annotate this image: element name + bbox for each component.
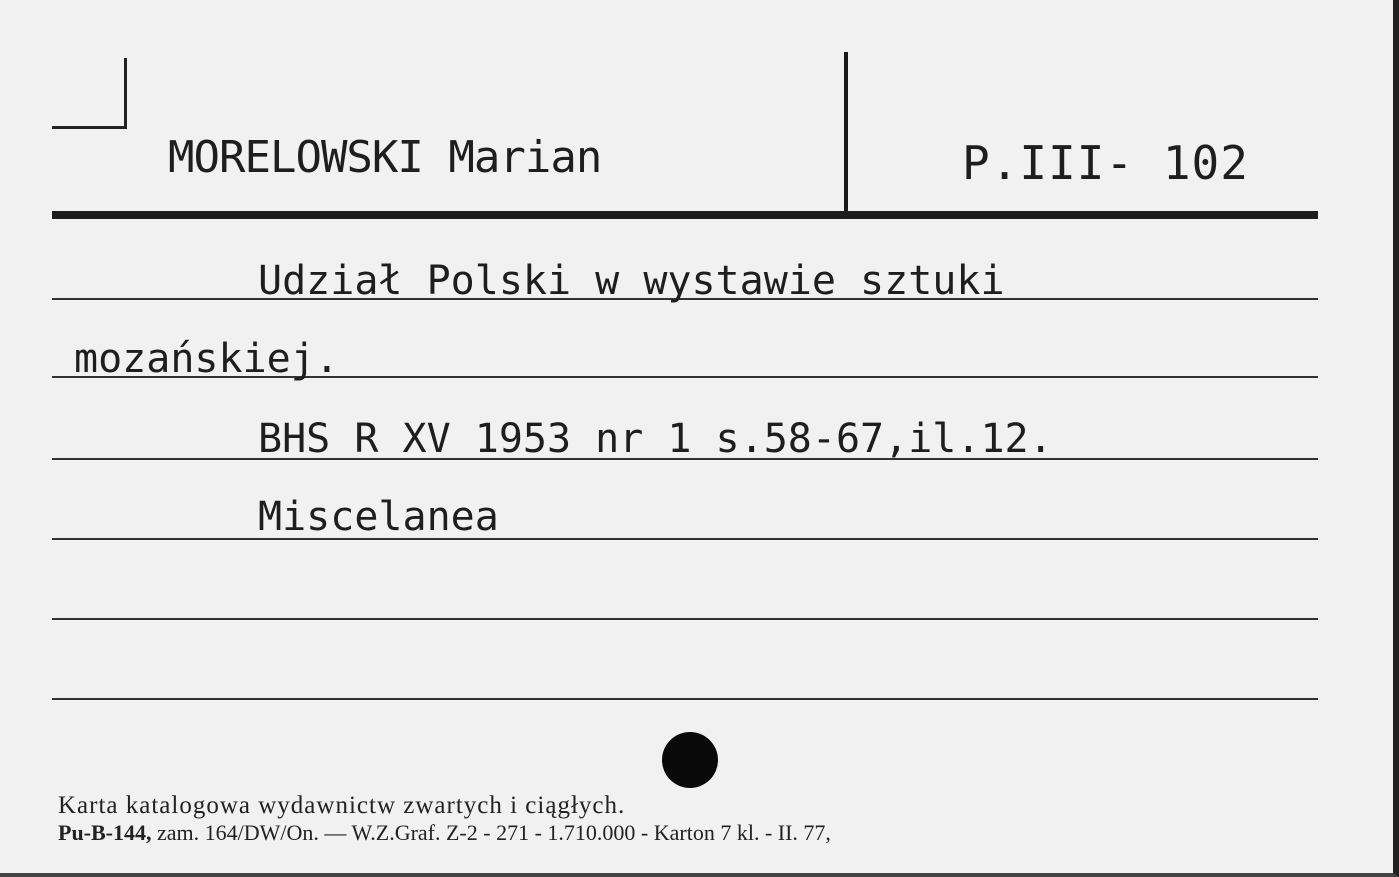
form-code: Pu-B-144, <box>58 820 152 845</box>
punch-hole <box>662 732 718 788</box>
ruled-line <box>52 538 1318 540</box>
author-name: MORELOWSKI Marian <box>168 132 602 183</box>
shelf-signature: P.III- 102 <box>962 136 1249 190</box>
title-line-2: mozańskiej. <box>74 336 339 382</box>
corner-mark-vertical <box>124 58 127 128</box>
print-details: zam. 164/DW/On. — W.Z.Graf. Z-2 - 271 - 1.710.000 - Karton 7 kl. - II. 77, <box>157 820 831 845</box>
ruled-line <box>52 618 1318 620</box>
footer-caption: Karta katalogowa wydawnictw zwartych i ciągłych. <box>58 792 626 819</box>
footer-print-info <box>58 820 831 846</box>
source-line: BHS R XV 1953 nr 1 s.58-67,il.12. <box>258 416 1053 462</box>
category-line: Miscelanea <box>258 494 499 540</box>
title-line-1: Udział Polski w wystawie sztuki <box>258 258 1005 304</box>
header-rule <box>52 211 1318 219</box>
ruled-line <box>52 698 1318 700</box>
corner-mark-horizontal <box>52 126 127 129</box>
header-divider <box>844 52 848 212</box>
